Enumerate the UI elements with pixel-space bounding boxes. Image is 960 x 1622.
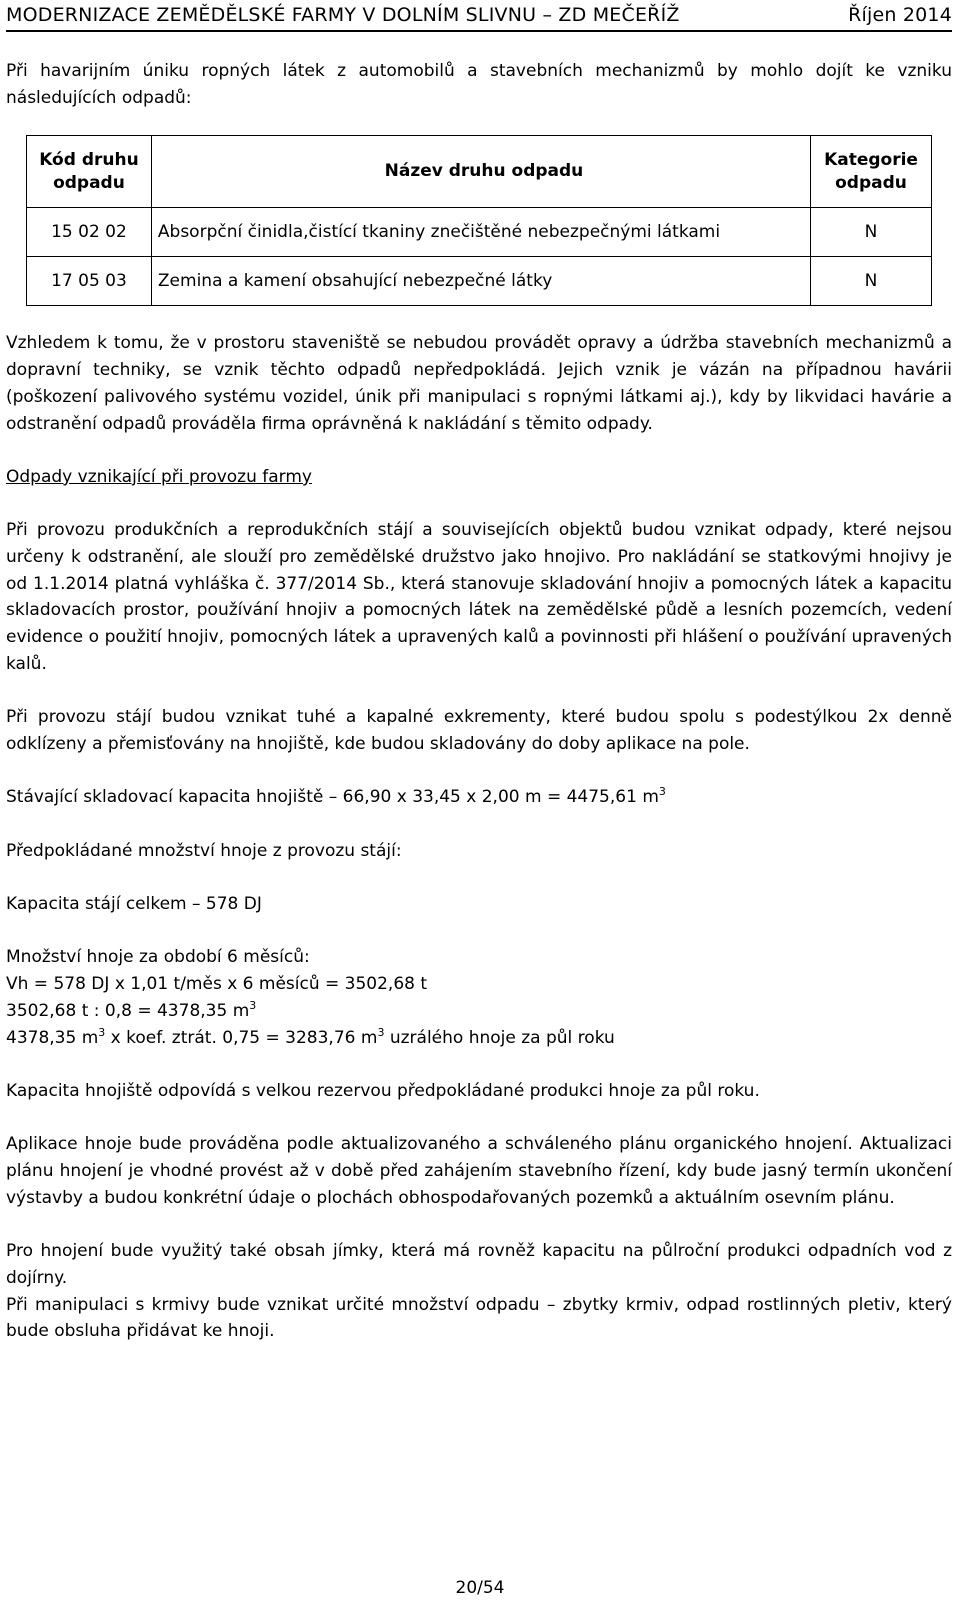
table-row bbox=[27, 257, 932, 306]
page-number: 20/54 bbox=[455, 1578, 505, 1598]
calc-line-3: 4378,35 $m^3$ x koef. ztrát. 0,75 = 3283,76 $m^3$ uzrálého hnoje za půl roku bbox=[6, 1025, 615, 1048]
table-row bbox=[27, 208, 932, 257]
feed-paragraph: Při manipulaci s krmivy bude vznikat určité množství odpadu – zbytky krmiv, odpad rostlinných pletiv, který bude obsluha přidávat ke hnoji. bbox=[6, 1294, 952, 1342]
header-date: Říjen 2014 bbox=[848, 4, 952, 26]
row-category: N bbox=[811, 257, 932, 306]
header-category: Kategorie odpadu bbox=[811, 136, 932, 208]
table-header-row bbox=[27, 136, 932, 208]
header-code: Kód druhu odpadu bbox=[27, 136, 152, 208]
waste-table bbox=[26, 135, 932, 306]
application-paragraph: Aplikace hnoje bude prováděna podle aktualizovaného a schváleného plánu organického hnojení. Aktualizaci plánu hnojení je vhodné provést až v době před zahájením stavebního řízení, kdy bude jasný termín ukončení výstavby a budou konkrétní údaje o plochách obhospodařovaných pozemků a aktuálním osevním plánu. bbox=[6, 1134, 952, 1208]
stables-capacity: Kapacita stájí celkem – 578 DJ bbox=[6, 894, 262, 915]
row-code: 15 02 02 bbox=[27, 208, 152, 257]
reserve-paragraph: Kapacita hnojiště odpovídá s velkou rezervou předpokládané produkci hnoje za půl roku. bbox=[6, 1080, 760, 1101]
page-header bbox=[6, 0, 952, 32]
row-category: N bbox=[811, 208, 932, 257]
silage-paragraph: Pro hnojení bude využitý také obsah jímky, která má rovněž kapacitu na půlroční produkci odpadních vod z dojírny. bbox=[6, 1241, 952, 1288]
expected-label: Předpokládané množství hnoje z provozu stájí: bbox=[6, 840, 402, 861]
section-heading: Odpady vznikající při provozu farmy bbox=[6, 466, 312, 487]
calc-line-1: Vh = 578 DJ x 1,01 t/měs x 6 měsíců = 3502,68 t bbox=[6, 974, 428, 995]
row-name: Absorpční činidla,čistící tkaniny znečištěné nebezpečnými látkami bbox=[151, 208, 810, 257]
header-title: MODERNIZACE ZEMĚDĚLSKÉ FARMY V DOLNÍM SLIVNU – ZD MEČEŘÍŽ bbox=[6, 4, 680, 26]
row-code: 17 05 03 bbox=[27, 257, 152, 306]
row-name: Zemina a kamení obsahující nebezpečné látky bbox=[151, 257, 810, 306]
excrements-paragraph: Při provozu stájí budou vznikat tuhé a kapalné exkrementy, které budou spolu s podestýlkou 2x denně odklízeny a přemisťovány na hnojiště, kde budou skladovány do doby aplikace na pole. bbox=[6, 707, 952, 754]
calc-label: Množství hnoje za období 6 měsíců: bbox=[6, 947, 310, 968]
mechanisms-paragraph: Vzhledem k tomu, že v prostoru staveniště se nebudou provádět opravy a údržba stavebních mechanizmů a dopravní techniky, se vznik těchto odpadů nepředpokládá. Jejich vznik je vázán na případnou havárii (poškození palivového systému vozidel, únik při manipulaci s ropnými látkami aj.), kdy by likvidaci havárie a odstranění odpadů prováděla firma oprávněná k nakládání s těmito odpady. bbox=[6, 333, 952, 434]
operation-paragraph: Při provozu produkčních a reprodukčních stájí a souvisejících objektů budou vznikat odpady, které nejsou určeny k odstranění, ale slouží pro zemědělské družstvo jako hnojivo. Pro nakládání se statkovými hnojivy je od 1.1.2014 platná vyhláška č. 377/2014 Sb., která stanovuje skladování hnojiv a pomocných látek a kapacitu skladovacích prostor, používání hnojiv a pomocných látek na zemědělské půdě a lesních pozemcích, vedení evidence o použití hnojiv, pomocných látek a upravených kalů a povinnosti při hlášení o používání upravených kalů. bbox=[6, 520, 952, 674]
intro-paragraph: Při havarijním úniku ropných látek z automobilů a stavebních mechanizmů by mohlo dojít ke vzniku následujících odpadů: bbox=[6, 61, 952, 108]
header-name: Název druhu odpadu bbox=[151, 136, 810, 208]
capacity-line: Stávající skladovací kapacita hnojiště – 66,90 x 33,45 x 2,00 m = 4475,61 $m^3$ bbox=[6, 785, 666, 808]
page-content bbox=[6, 58, 952, 1345]
calc-line-2: 3502,68 t : 0,8 = 4378,35 $m^3$ bbox=[6, 998, 257, 1021]
